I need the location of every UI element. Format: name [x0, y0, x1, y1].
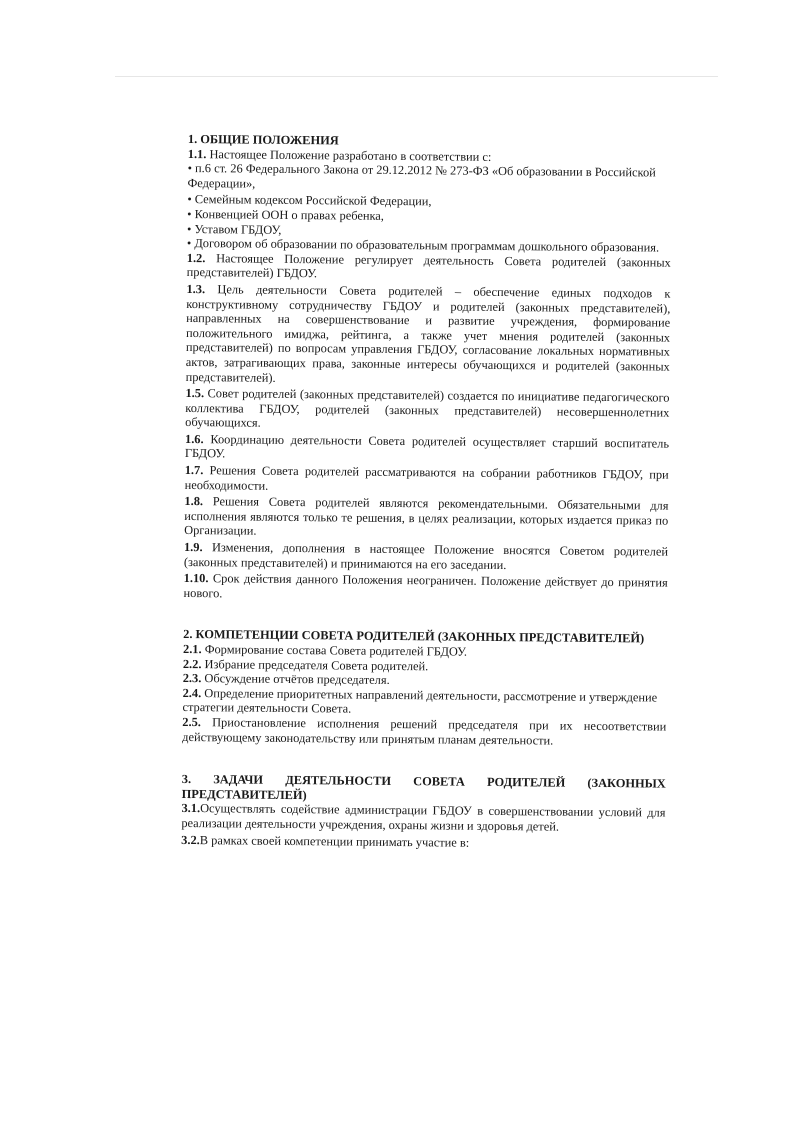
item-number: 2.3.: [182, 671, 202, 686]
item-3-1: [181, 801, 665, 835]
item-number: 1.6.: [184, 431, 204, 447]
item-text: Координацию деятельности Совета родителей осуществляет старший воспитатель ГБДОУ.: [184, 432, 670, 461]
item-number: 1.9.: [183, 540, 203, 555]
item-number: 2.1.: [182, 641, 202, 657]
item-number: 3.1.: [181, 801, 201, 816]
item-1-10: [184, 571, 668, 605]
bullet-item: • п.6 ст. 26 Федерального Закона от 29.12.2012 № 273-ФЗ «Об образовании в Российской Федерации»,: [187, 161, 656, 191]
item-1-5: [185, 386, 669, 434]
section-2-title: 2. КОМПЕТЕНЦИИ СОВЕТА РОДИТЕЛЕЙ (ЗАКОННЫХ ПРЕДСТАВИТЕЛЕЙ): [183, 627, 645, 646]
item-text: Изменения, дополнения в настоящее Положение вносятся Советом родителей (законных представителей) и принимаются на его заседании.: [183, 540, 669, 572]
item-text: Решения Совета родителей рассматриваются на собрании работников ГБДОУ, при необходимости.: [184, 463, 669, 493]
section-1-title: 1. ОБЩИЕ ПОЛОЖЕНИЯ: [187, 132, 339, 148]
item-text: Настоящее Положение разработано в соответствии с:: [209, 146, 492, 164]
item-1-9: [184, 540, 668, 574]
bullet-item: • Уставом ГБДОУ,: [187, 221, 282, 237]
item-number: 2.5.: [182, 714, 201, 730]
item-number: 1.5.: [185, 386, 205, 401]
item-text: Цель деятельности Совета родителей – обеспечение единых подходов к конструктивному сотрудничеству ГБДОУ и родителей (законных представителей), направленных на совершенствование и развитие учреждения, формирование положительного имиджа, рейтинга, а также учет мнения родителей (законных представителей) по вопросам управления ГБДОУ, согласование локальных нормативных актов, затрагивающих права, законные интересы обучающихся и родителей (законных представителей).: [185, 282, 671, 385]
item-number: 1.10.: [183, 571, 209, 586]
item-text: Определение приоритетных направлений деятельности, рассмотрение и утверждение стратегии деятельности Совета.: [182, 685, 658, 716]
item-1-3: [186, 282, 671, 389]
item-text: Формирование состава Совета родителей ГБДОУ.: [204, 642, 468, 659]
item-text: Избрание председателя Совета родителей.: [204, 656, 429, 673]
item-text: В рамках своей компетенции принимать участие в:: [199, 832, 470, 850]
item-number: 1.7.: [184, 463, 204, 478]
item-number: 1.1.: [187, 146, 207, 161]
document-page: [181, 132, 672, 852]
item-1-7: [185, 463, 669, 497]
item-1-6: [185, 432, 669, 466]
scan-top-edge: [115, 76, 718, 77]
item-2-5: [182, 715, 666, 749]
item-text: Решения Совета родителей являются рекомендательными. Обязательными для исполнения являются только те решения, в целях реализации, которых издается приказ по Организации.: [184, 494, 669, 539]
item-1-2: [187, 251, 671, 285]
item-text: Осуществлять содействие администрации ГБДОУ в совершенствовании условий для реализации деятельности учреждения, охраны жизни и здоровья детей.: [181, 801, 666, 834]
item-text: Настоящее Положение регулирует деятельность Совета родителей (законных представителей) ГБДОУ.: [186, 251, 671, 281]
section-3-title: 3. ЗАДАЧИ ДЕЯТЕЛЬНОСТИ СОВЕТА РОДИТЕЛЕЙ (ЗАКОННЫХ ПРЕДСТАВИТЕЛЕЙ): [181, 772, 666, 802]
item-number: 1.8.: [184, 494, 204, 509]
item-number: 2.4.: [182, 685, 202, 700]
bullet-item: • Договором об образовании по образовательным программам дошкольного образования.: [186, 236, 660, 255]
item-number: 1.2.: [186, 250, 206, 265]
item-text: Приостановление исполнения решений председателя при их несоответствии действующему законодательству или принятым планам деятельности.: [182, 715, 667, 748]
bullet-item: • Семейным кодексом Российской Федерации,: [187, 192, 432, 209]
item-text: Срок действия данного Положения неограничен. Положение действует до принятия нового.: [183, 571, 668, 601]
item-number: 2.2.: [182, 656, 202, 671]
item-2-4: [182, 686, 666, 720]
item-number: 1.3.: [186, 281, 206, 297]
item-text: Совет родителей (законных представителей) создается по инициативе педагогического коллектива ГБДОУ, родителей (законных представителей) несовершеннолетних обучающихся.: [185, 386, 670, 430]
item-1-8: [184, 494, 668, 542]
item-text: Обсуждение отчётов председателя.: [204, 671, 390, 688]
item-3-2: [181, 832, 665, 851]
bullet-item: • Конвенцией ООН о правах ребенка,: [187, 206, 385, 223]
item-number: 3.2.: [181, 832, 200, 847]
